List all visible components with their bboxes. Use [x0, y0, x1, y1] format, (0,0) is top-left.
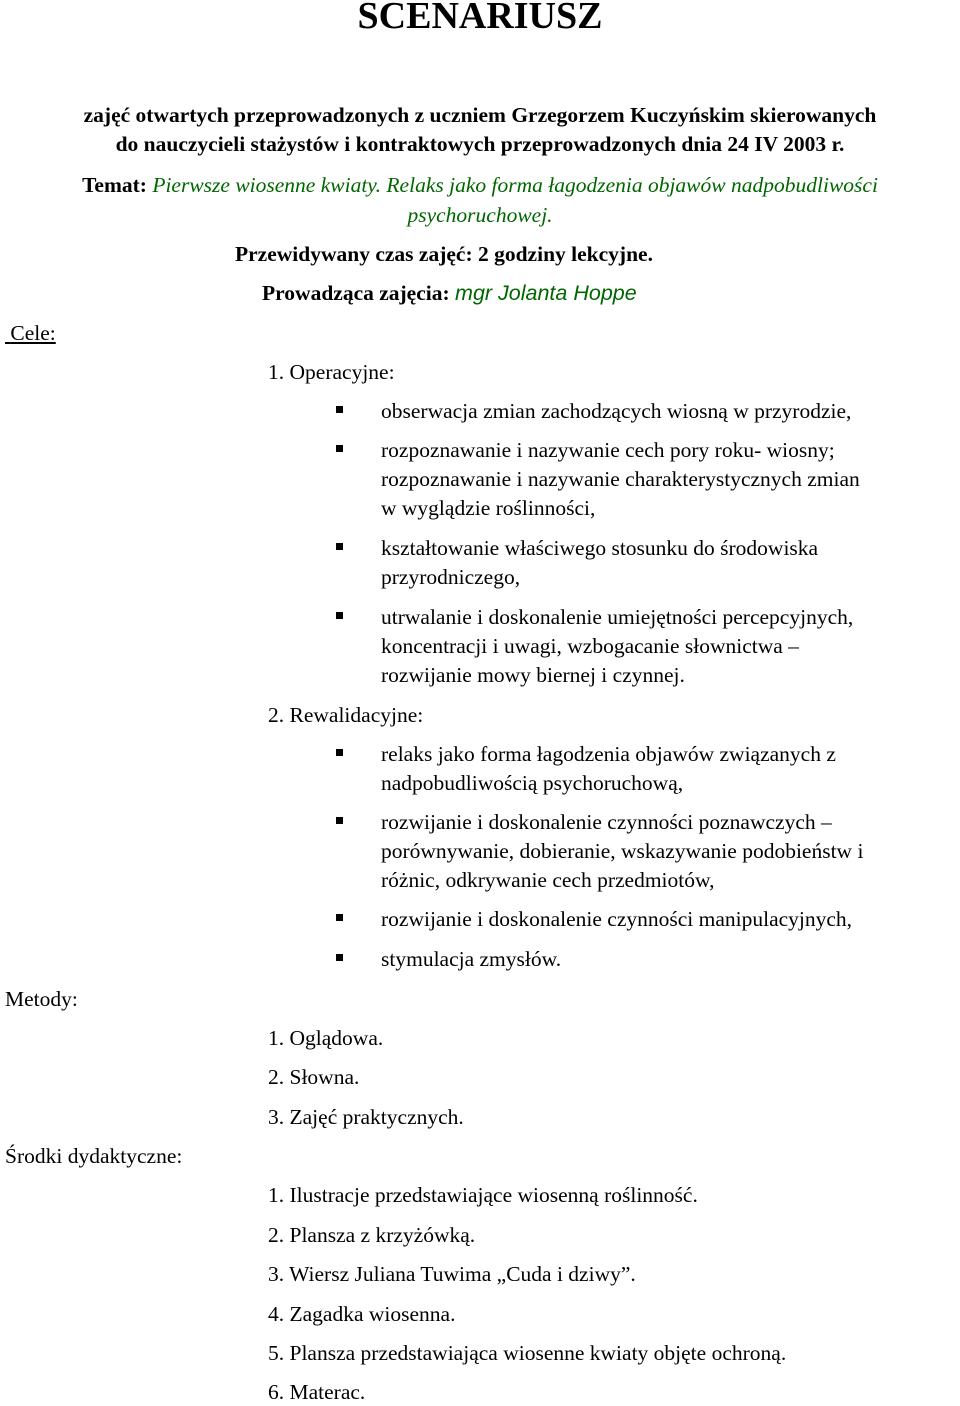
square-bullet-icon [336, 543, 343, 550]
methods-item: 1. Oglądowa. [268, 1026, 384, 1050]
methods-item: 2. Słowna. [268, 1065, 360, 1089]
subtitle-line-2: do nauczycieli stażystów i kontraktowych przeprowadzonych dnia 24 IV 2003 r. [115, 132, 845, 156]
aids-item: 5. Plansza przedstawiająca wiosenne kwiaty objęte ochroną. [268, 1341, 787, 1365]
topic-line-2 [0, 200, 960, 230]
goals-label: Cele: [10, 321, 56, 345]
topic-text-1: Pierwsze wiosenne kwiaty. Relaks jako forma łagodzenia objawów nadpobudliwości [152, 173, 878, 197]
topic-label: Temat: [82, 173, 147, 197]
square-bullet-icon [336, 914, 343, 921]
subtitle-line-1: zajęć otwartych przeprowadzonych z uczniem Grzegorzem Kuczyńskim skierowanych [83, 103, 877, 127]
square-bullet-icon [336, 954, 343, 961]
square-bullet-icon [336, 817, 343, 824]
square-bullet-icon [336, 406, 343, 413]
teacher-label: Prowadząca zajęcia: [262, 281, 450, 305]
aids-item: 4. Zagadka wiosenna. [268, 1302, 456, 1326]
aids-item: 2. Plansza z krzyżówką. [268, 1223, 476, 1247]
duration: Przewidywany czas zajęć: 2 godziny lekcyjne. [235, 242, 653, 266]
square-bullet-icon [336, 749, 343, 756]
methods-item: 3. Zajęć praktycznych. [268, 1105, 464, 1129]
topic-line-1 [0, 170, 960, 200]
topic-text-2: psychoruchowej. [407, 203, 553, 227]
square-bullet-icon [336, 612, 343, 619]
page-title: SCENARIUSZ [357, 0, 603, 37]
teacher-name: mgr Jolanta Hoppe [455, 281, 637, 305]
revalidation-heading: 2. Rewalidacyjne: [268, 703, 424, 727]
aids-item: 3. Wiersz Juliana Tuwima „Cuda i dziwy”. [268, 1262, 636, 1286]
square-bullet-icon [336, 445, 343, 452]
operational-heading: 1. Operacyjne: [268, 360, 395, 384]
aids-item: 6. Materac. [268, 1380, 366, 1404]
methods-label: Metody: [5, 987, 78, 1011]
teacher-line [262, 279, 637, 308]
aids-item: 1. Ilustracje przedstawiające wiosenną roślinność. [268, 1183, 698, 1207]
aids-label: Środki dydaktyczne: [5, 1144, 183, 1168]
